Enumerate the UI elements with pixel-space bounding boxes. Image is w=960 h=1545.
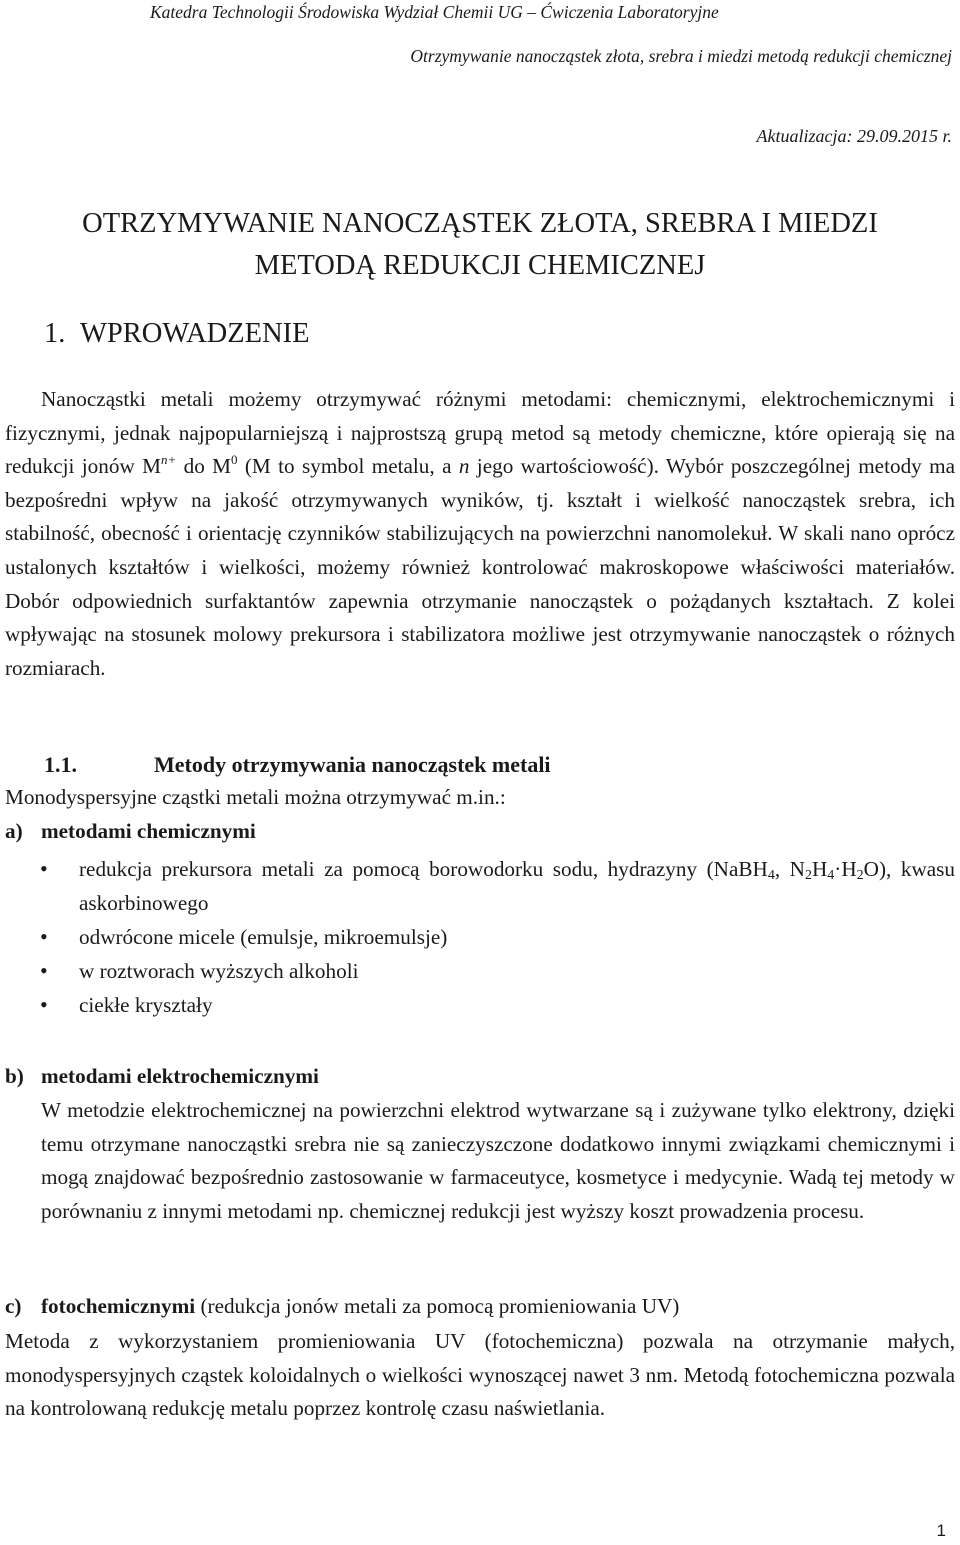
method-c-label: c) fotochemicznymi (redukcja jonów metali za pomocą promieniowania UV) bbox=[5, 1294, 680, 1318]
intro-paragraph: Nanocząstki metali możemy otrzymywać różnymi metodami: chemicznymi, elektrochemicznymi i fizycznymi, jednak najpopularniejszą i najprostszą grupą metod są metody chemiczne, które opierają się na redukcji jonów $M^{n+}$ do $M^0$ (M to symbol metalu, a n jego wartościowość). Wybór poszczególnej metody ma bezpośredni wpływ na jakość otrzymywanych wyników, tj. kształt i wielkość nanocząstek srebra, ich stabilność, obecność i orientację czynników stabilizujących na powierzchni nanomolekuł. W skali nano oprócz ustalonych kształtów i wielkości, możemy również kontrolować makroskopowe właściwości materiałów. Dobór odpowiednich surfaktantów zapewnia otrzymanie nanocząstek o pożądanych kształtach. Z kolei wpływając na stosunek molowy prekursora i stabilizatora możliwe jest otrzymywanie nanocząstek o różnych rozmiarach. bbox=[5, 387, 956, 680]
list-item: • odwrócone micele (emulsje, mikroemulsje) bbox=[0, 920, 960, 954]
methods-lead: Monodyspersyjne cząstki metali można otrzymywać m.in.: bbox=[5, 785, 506, 809]
document-title-line2: METODĄ REDUKCJI CHEMICZNEJ bbox=[254, 250, 706, 281]
section-heading-introduction bbox=[44, 318, 310, 350]
header-subject: Otrzymywanie nanocząstek złota, srebra i miedzi metodą redukcji chemicznej bbox=[410, 46, 952, 66]
update-date: Aktualizacja: 29.09.2015 r. bbox=[756, 126, 952, 146]
list-item: • redukcja prekursora metali za pomocą borowodorku sodu, hydrazyny (NaBH$_4$, $N_2H_4\cdot H_2O$), kwasu askorbinowego bbox=[0, 852, 960, 920]
method-b-label: b) metodami elektrochemicznymi bbox=[5, 1064, 319, 1088]
chemical-methods-list bbox=[0, 852, 960, 1022]
subsection-heading-methods bbox=[44, 752, 551, 778]
photochemical-paragraph: Metoda z wykorzystaniem promieniowania UV (fotochemiczna) pozwala na otrzymanie małych, monodyspersyjnych cząstek koloidalnych o wielkości wynoszącej nawet 3 nm. Metodą fotochemiczna pozwala na kontrolowaną redukcję metalu poprzez kontrolę czasu naświetlania. bbox=[5, 1329, 955, 1421]
section-title: WPROWADZENIE bbox=[80, 318, 310, 349]
list-item: • ciekłe kryształy bbox=[0, 988, 960, 1022]
method-a-label: a) metodami chemicznymi bbox=[5, 819, 256, 843]
subsection-number: 1.1. bbox=[44, 752, 77, 777]
electrochemical-paragraph: W metodzie elektrochemicznej na powierzchni elektrod wytwarzane są i zużywane tylko elektrony, dzięki temu otrzymane nanocząstki srebra nie są zanieczyszczone dodatkowo innymi związkami chemicznymi i mogą znajdować bezpośrednio zastosowanie w farmaceutyce, kosmetyce i medycynie. Wadą tej metody w porównaniu z innymi metodami np. chemicznej redukcji jest wyższy koszt prowadzenia procesu. bbox=[41, 1098, 955, 1223]
subsection-title: Metody otrzymywania nanocząstek metali bbox=[154, 752, 551, 777]
header-department: Katedra Technologii Środowiska Wydział Chemii UG – Ćwiczenia Laboratoryjne bbox=[150, 2, 719, 22]
list-item: • w roztworach wyższych alkoholi bbox=[0, 954, 960, 988]
document-title-line1: OTRZYMYWANIE NANOCZĄSTEK ZŁOTA, SREBRA I MIEDZI bbox=[82, 208, 878, 239]
page-number: 1 bbox=[936, 1521, 946, 1540]
section-number: 1. bbox=[44, 318, 66, 349]
